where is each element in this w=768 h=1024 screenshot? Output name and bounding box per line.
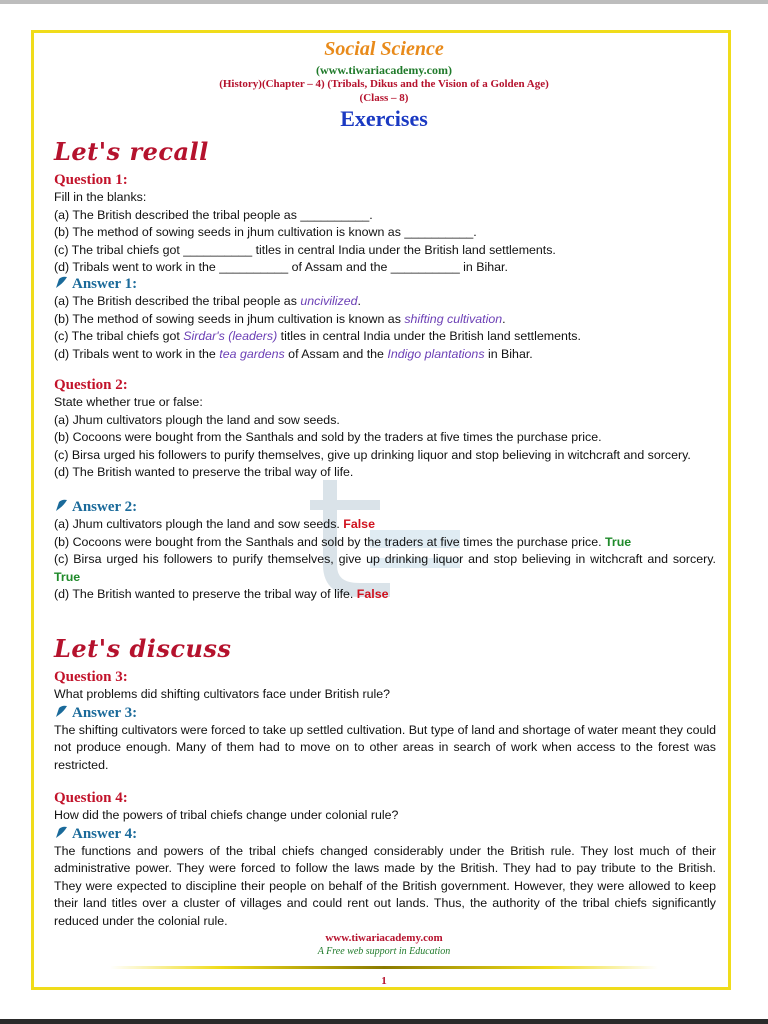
question-2-prompt: State whether true or false: bbox=[54, 395, 203, 409]
answer-2-block bbox=[54, 498, 716, 604]
answer-1-label: Answer 1: bbox=[72, 276, 138, 292]
answer-2-item: (d) The British wanted to preserve the tribal way of life. False bbox=[54, 587, 389, 601]
footer-divider bbox=[110, 966, 658, 969]
answer-4-label: Answer 4: bbox=[72, 825, 138, 842]
answer-3-label: Answer 3: bbox=[72, 704, 138, 721]
exercises-title: Exercises bbox=[340, 106, 428, 131]
question-2-item: (b) Cocoons were bought from the Santhals and sold by the traders at five times the purchase price. bbox=[54, 430, 602, 444]
header-website: (www.tiwariacademy.com) bbox=[316, 63, 452, 77]
question-2-item: (d) The British wanted to preserve the tribal way of life. bbox=[54, 465, 354, 479]
fill-answer: Indigo plantations bbox=[387, 346, 485, 361]
fill-answer: tea gardens bbox=[219, 346, 285, 361]
page-number: 1 bbox=[381, 975, 387, 987]
question-4-block bbox=[54, 789, 716, 930]
answer-1-item: (d) Tribals went to work in the tea gardens of Assam and the Indigo plantations in Bihar. bbox=[54, 346, 533, 361]
footer-website: www.tiwariacademy.com bbox=[325, 932, 443, 944]
fill-answer: Sirdar's (leaders) bbox=[183, 329, 278, 343]
answer-1-item: (c) The tribal chiefs got Sirdar's (leaders) titles in central India under the British land settlements. bbox=[54, 329, 581, 343]
fill-answer: shifting cultivation bbox=[404, 311, 503, 326]
answer-3-text: The shifting cultivators were forced to take up settled cultivation. But type of land and shortage of water meant they could not produce enough. Many of them had to move on to other areas in search of work when access to the forest was restricted. bbox=[54, 722, 716, 772]
answer-1-item: (b) The method of sowing seeds in jhum cultivation is known as shifting cultivation. bbox=[54, 311, 506, 326]
question-4-prompt: How did the powers of tribal chiefs change under colonial rule? bbox=[54, 808, 399, 822]
quill-icon bbox=[54, 705, 68, 718]
verdict-true: True bbox=[54, 569, 81, 584]
footer-tagline: A Free web support in Education bbox=[317, 946, 451, 957]
question-1-item: (b) The method of sowing seeds in jhum cultivation is known as __________. bbox=[54, 225, 477, 239]
verdict-true: True bbox=[604, 534, 632, 549]
verdict-false: False bbox=[356, 587, 389, 601]
question-3-block bbox=[54, 668, 716, 774]
fill-answer: uncivilized bbox=[300, 294, 358, 308]
answer-2-item: (b) Cocoons were bought from the Santhals and sold by the traders at five times the purchase price. True bbox=[54, 534, 632, 549]
quill-icon bbox=[54, 499, 68, 512]
question-4-label: Question 4: bbox=[54, 790, 128, 806]
subject-title: Social Science bbox=[324, 38, 444, 60]
question-1-item: (a) The British described the tribal people as __________. bbox=[54, 207, 373, 222]
answer-2-label: Answer 2: bbox=[72, 499, 138, 515]
question-1-item: (d) Tribals went to work in the __________ of Assam and the __________ in Bihar. bbox=[54, 260, 508, 274]
answer-2-heading bbox=[54, 498, 716, 516]
question-3-prompt: What problems did shifting cultivators face under British rule? bbox=[54, 687, 391, 701]
answer-1-item: (a) The British described the tribal people as uncivilized. bbox=[54, 294, 361, 308]
question-1-item: (c) The tribal chiefs got __________ titles in central India under the British land settlements. bbox=[54, 242, 556, 257]
class-heading: (Class – 8) bbox=[359, 92, 409, 104]
question-1-prompt: Fill in the blanks: bbox=[54, 190, 147, 204]
question-2-item: (a) Jhum cultivators plough the land and sow seeds. bbox=[54, 412, 340, 427]
answer-1-block bbox=[54, 275, 716, 363]
question-2-item: (c) Birsa urged his followers to purify themselves, give up drinking liquor and stop believing in witchcraft and sorcery. bbox=[54, 447, 691, 462]
question-3-label: Question 3: bbox=[54, 669, 128, 685]
question-2-block bbox=[54, 376, 716, 482]
section-heading-recall: Let's recall bbox=[54, 137, 209, 166]
verdict-false: False bbox=[343, 517, 375, 531]
answer-2-item: (c) Birsa urged his followers to purify themselves, give up drinking liquor and stop believing in witchcraft and sorcery. True bbox=[54, 552, 716, 584]
quill-icon bbox=[54, 276, 68, 289]
answer-3-heading bbox=[54, 704, 716, 722]
top-edge bbox=[0, 0, 768, 4]
answer-2-item: (a) Jhum cultivators plough the land and sow seeds. False bbox=[54, 517, 375, 531]
answer-1-heading bbox=[54, 275, 716, 293]
question-1-block bbox=[54, 171, 716, 277]
section-heading-discuss: Let's discuss bbox=[54, 634, 232, 663]
answer-4-heading bbox=[54, 825, 716, 843]
chapter-heading: (History)(Chapter – 4) (Tribals, Dikus and the Vision of a Golden Age) bbox=[219, 78, 549, 90]
question-1-label: Question 1: bbox=[54, 172, 128, 188]
quill-icon bbox=[54, 826, 68, 839]
answer-4-text: The functions and powers of the tribal chiefs changed considerably under the British rule. They lost much of their administrative power. They were forced to follow the laws made by the British. They had to pay tribute to the British. They were expected to discipline their people on behalf of the British government. However, they were allowed to keep their land titles over a cluster of villages and could rent out lands. Thus, the authority of the tribal chiefs significantly reduced under the colonial rule. bbox=[54, 843, 716, 928]
bottom-edge bbox=[0, 1019, 768, 1024]
question-2-label: Question 2: bbox=[54, 377, 128, 393]
